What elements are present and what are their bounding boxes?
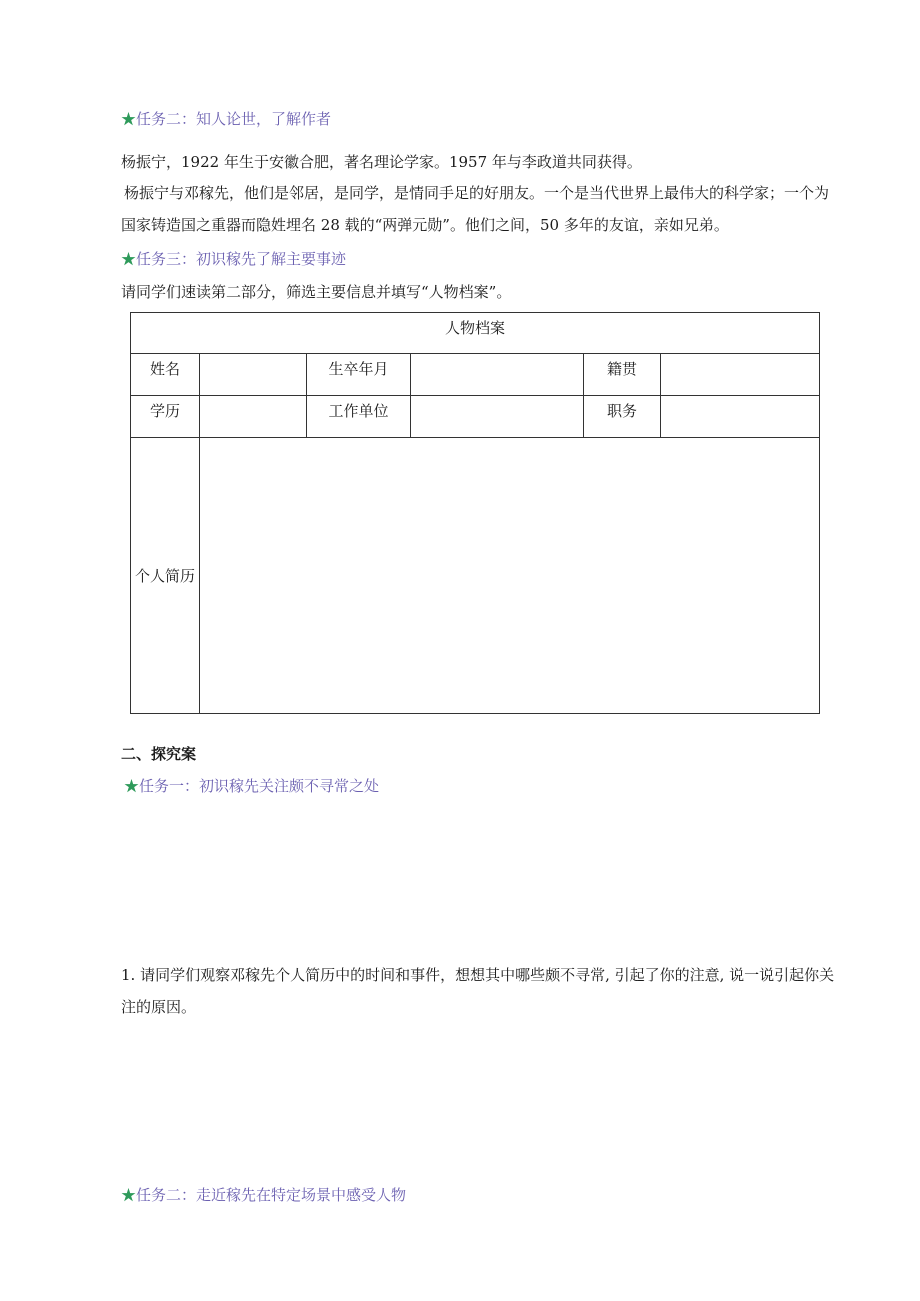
star-icon: ★ [121,110,137,128]
label-name: 姓名 [131,354,200,396]
label-dates: 生卒年月 [307,354,411,396]
section2-heading: 二、探究案 [121,745,197,763]
section2-task2-heading [121,1184,406,1205]
field-name[interactable] [200,354,307,396]
profile-table [130,312,820,714]
field-position[interactable] [661,396,820,438]
label-workplace: 工作单位 [307,396,411,438]
question1-line2: 注的原因。 [121,998,197,1016]
paragraph-yang: 杨振宁，1922 年生于安徽合肥，著名理论学家。1957 年与李政道共同获得。 [121,153,642,171]
profile-table-title: 人物档案 [131,313,820,354]
star-icon: ★ [121,250,137,268]
task2-label: 任务二：知人论世，了解作者 [136,110,332,128]
section2-task1-label: 任务一：初识稼先关注颇不寻常之处 [139,777,380,795]
task2-heading [121,108,331,129]
label-position: 职务 [584,396,661,438]
label-resume: 个人简历 [131,438,200,714]
star-icon: ★ [124,777,140,795]
section2-task1-heading [124,775,379,796]
paragraph-friends-line1: 杨振宁与邓稼先，他们是邻居，是同学，是情同手足的好朋友。一个是当代世界上最伟大的科学家；一个为 [124,184,830,202]
field-workplace[interactable] [411,396,584,438]
field-origin[interactable] [661,354,820,396]
label-origin: 籍贯 [584,354,661,396]
paragraph-friends-line2: 国家铸造国之重器而隐姓埋名 28 载的“两弹元勋”。他们之间，50 多年的友谊，亲如兄弟。 [121,216,729,234]
task3-label: 任务三：初识稼先了解主要事迹 [136,250,347,268]
field-dates[interactable] [411,354,584,396]
instruction-text: 请同学们速读第二部分，筛选主要信息并填写“人物档案”。 [121,283,512,301]
question1-line1: 1. 请同学们观察邓稼先个人简历中的时间和事件，想想其中哪些颇不寻常, 引起了你的注意, 说一说引起你关 [121,966,835,984]
label-education: 学历 [131,396,200,438]
star-icon: ★ [121,1186,137,1204]
field-education[interactable] [200,396,307,438]
task3-heading [121,248,346,269]
field-resume[interactable] [200,438,820,714]
section2-task2-label: 任务二：走近稼先在特定场景中感受人物 [136,1186,407,1204]
